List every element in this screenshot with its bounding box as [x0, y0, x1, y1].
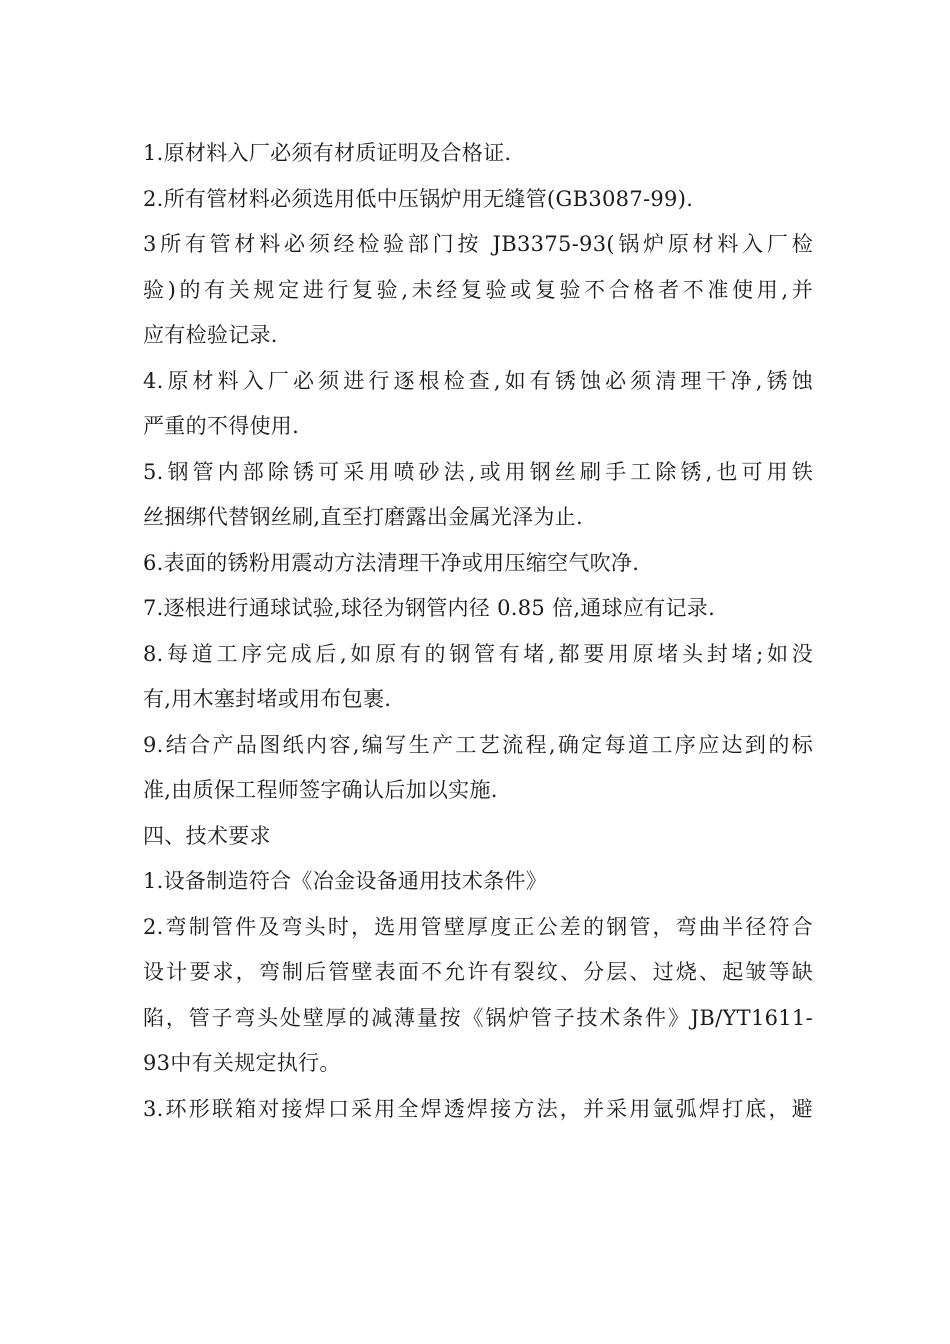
document-line: 1.原材料入厂必须有材质证明及合格证. [143, 141, 512, 165]
document-line: 有,用木塞封堵或用布包裹. [143, 687, 392, 711]
document-line: 验)的有关规定进行复验,未经复验或复验不合格者不准使用,并 [143, 277, 813, 302]
document-line: 93中有关规定执行。 [143, 1051, 341, 1075]
document-line: 5.钢管内部除锈可采用喷砂法,或用钢丝刷手工除锈,也可用铁 [143, 459, 813, 484]
document-line: 7.逐根进行通球试验,球径为钢管内径 0.85 倍,通球应有记录. [143, 596, 716, 620]
document-line: 应有检验记录. [143, 323, 278, 347]
document-line: 准,由质保工程师签字确认后加以实施. [143, 778, 498, 802]
document-line: 设计要求，弯制后管壁表面不允许有裂纹、分层、过烧、起皱等缺 [143, 960, 813, 984]
document-line: 严重的不得使用. [143, 414, 300, 438]
document-line: 陷，管子弯头处壁厚的减薄量按《锅炉管子技术条件》JB/YT1611- [143, 1005, 813, 1030]
document-line: 3.环形联箱对接焊口采用全焊透焊接方法，并采用氩弧焊打底，避 [143, 1096, 813, 1121]
document-line: 9.结合产品图纸内容,编写生产工艺流程,确定每道工序应达到的标 [143, 732, 813, 757]
document-line: 6.表面的锈粉用震动方法清理干净或用压缩空气吹净. [143, 550, 640, 575]
document-line: 2.所有管材料必须选用低中压锅炉用无缝管(GB3087-99). [143, 186, 694, 211]
document-line: 1.设备制造符合《冶金设备通用技术条件》 [143, 869, 548, 893]
document-body [143, 131, 813, 1132]
document-line: 8.每道工序完成后,如原有的钢管有堵,都要用原堵头封堵;如没 [143, 641, 813, 666]
document-line: 丝捆绑代替钢丝刷,直至打磨露出金属光泽为止. [143, 505, 583, 529]
document-line: 四、技术要求 [143, 823, 271, 848]
document-line: 4.原材料入厂必须进行逐根检查,如有锈蚀必须清理干净,锈蚀 [143, 368, 813, 393]
document-line: 2.弯制管件及弯头时，选用管壁厚度正公差的钢管，弯曲半径符合 [143, 914, 813, 939]
document-line: 3所有管材料必须经检验部门按 JB3375-93(锅炉原材料入厂检 [143, 232, 813, 256]
